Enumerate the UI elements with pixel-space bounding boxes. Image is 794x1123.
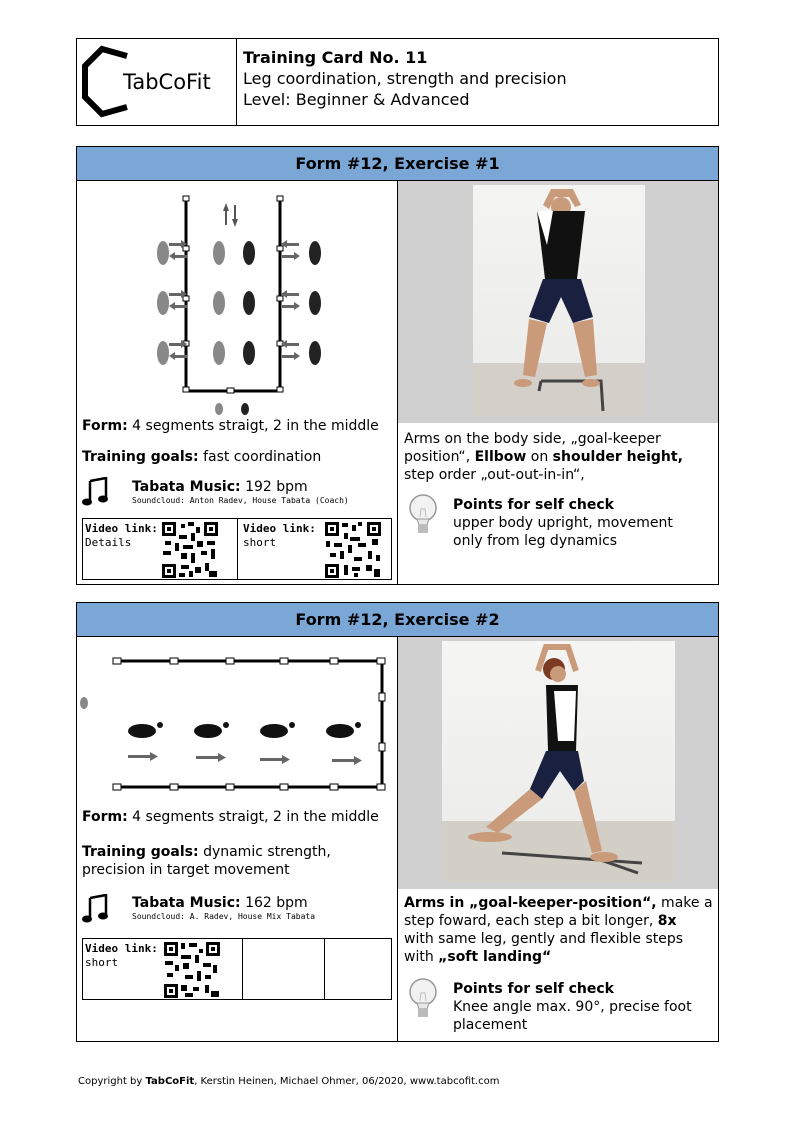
form-diagram <box>80 653 390 803</box>
exercise-photo <box>442 641 675 881</box>
copyright-footer: Copyright by TabCoFit, Kerstin Heinen, Michael Ohmer, 06/2020, www.tabcofit.com <box>78 1076 500 1087</box>
qr-code-icon <box>163 941 221 999</box>
goals-label: Training goals: <box>82 449 199 465</box>
form-label: Form: <box>82 418 128 434</box>
form-line <box>82 808 379 826</box>
foot-icons <box>157 241 225 415</box>
self-check: Points for self check Knee angle max. 90°, precise foot placement <box>453 981 692 1033</box>
lightbulb-icon <box>407 977 439 1021</box>
card-subtitle: Leg coordination, strength and precision <box>243 69 567 88</box>
exercise-description: Arms on the body side, „goal-keeper position“, Ellbow on shoulder height, step order „out-out-in-in“, <box>404 431 683 483</box>
form-line <box>82 417 379 435</box>
form-text: 4 segments straigt, 2 in the middle <box>132 809 379 825</box>
qr-code-icon <box>161 521 219 579</box>
goals-line: Training goals: dynamic strength, precision in target movement <box>82 844 331 878</box>
form-label: Form: <box>82 809 128 825</box>
video-links <box>82 938 392 1000</box>
goals-text: fast coordination <box>203 449 322 465</box>
self-check-title: Points for self check <box>453 497 614 513</box>
music-source: Soundcloud: A. Radev, House Mix Tabata <box>132 912 316 921</box>
music-note-icon <box>81 477 109 507</box>
video-link-short[interactable]: Video link: short <box>238 519 393 579</box>
foot-icons <box>80 697 88 709</box>
self-check-title: Points for self check <box>453 981 614 997</box>
website-link[interactable]: , Kerstin Heinen, Michael Ohmer, 06/2020, www.tabcofit.com <box>194 1076 500 1087</box>
music-source: Soundcloud: Anton Radev, House Tabata (Coach) <box>132 496 349 505</box>
video-links <box>82 518 392 580</box>
exercise-photo-area <box>398 181 718 423</box>
music-label: Tabata Music: <box>132 479 241 495</box>
music-note-icon <box>81 894 109 924</box>
card-level: Level: Beginner & Advanced <box>243 90 470 109</box>
step-arrows <box>223 203 238 227</box>
music-label: Tabata Music: <box>132 895 241 911</box>
exercise-card-1 <box>76 146 719 585</box>
lightbulb-icon <box>407 493 439 537</box>
exercise-photo-area <box>398 637 718 889</box>
exercise-description: Arms in „goal-keeper-position“, make a step foward, each step a bit longer, 8x with same leg, gently and flexible steps with „soft landing“ <box>404 895 713 965</box>
goals-label: Training goals: <box>82 844 199 860</box>
exercise-card-2 <box>76 602 719 1042</box>
step-arrows <box>128 752 362 765</box>
hexagon-logo-icon <box>77 39 236 125</box>
card-title: Training Card No. 11 <box>243 48 428 67</box>
form-diagram <box>139 191 339 421</box>
video-link-details[interactable]: Video link: Details <box>83 519 238 579</box>
video-link-short[interactable]: Video link: short <box>83 939 243 999</box>
card-header <box>76 38 719 126</box>
music-line <box>132 478 308 496</box>
header-text <box>243 47 567 110</box>
exercise-title: Form #12, Exercise #2 <box>77 603 718 637</box>
exercise-photo <box>473 185 645 416</box>
music-line <box>132 894 308 912</box>
music-bpm: 192 bpm <box>245 479 308 495</box>
logo <box>77 39 237 125</box>
video-link-empty <box>243 939 325 999</box>
form-text: 4 segments straigt, 2 in the middle <box>132 418 379 434</box>
exercise-title: Form #12, Exercise #1 <box>77 147 718 181</box>
goals-line <box>82 448 321 466</box>
logo-text: TabCoFit <box>123 70 211 94</box>
goals-text: dynamic strength, <box>203 844 331 860</box>
self-check: Points for self check upper body upright, movement only from leg dynamics <box>453 497 673 549</box>
qr-code-icon <box>324 521 382 579</box>
music-bpm: 162 bpm <box>245 895 308 911</box>
video-link-empty <box>325 939 393 999</box>
